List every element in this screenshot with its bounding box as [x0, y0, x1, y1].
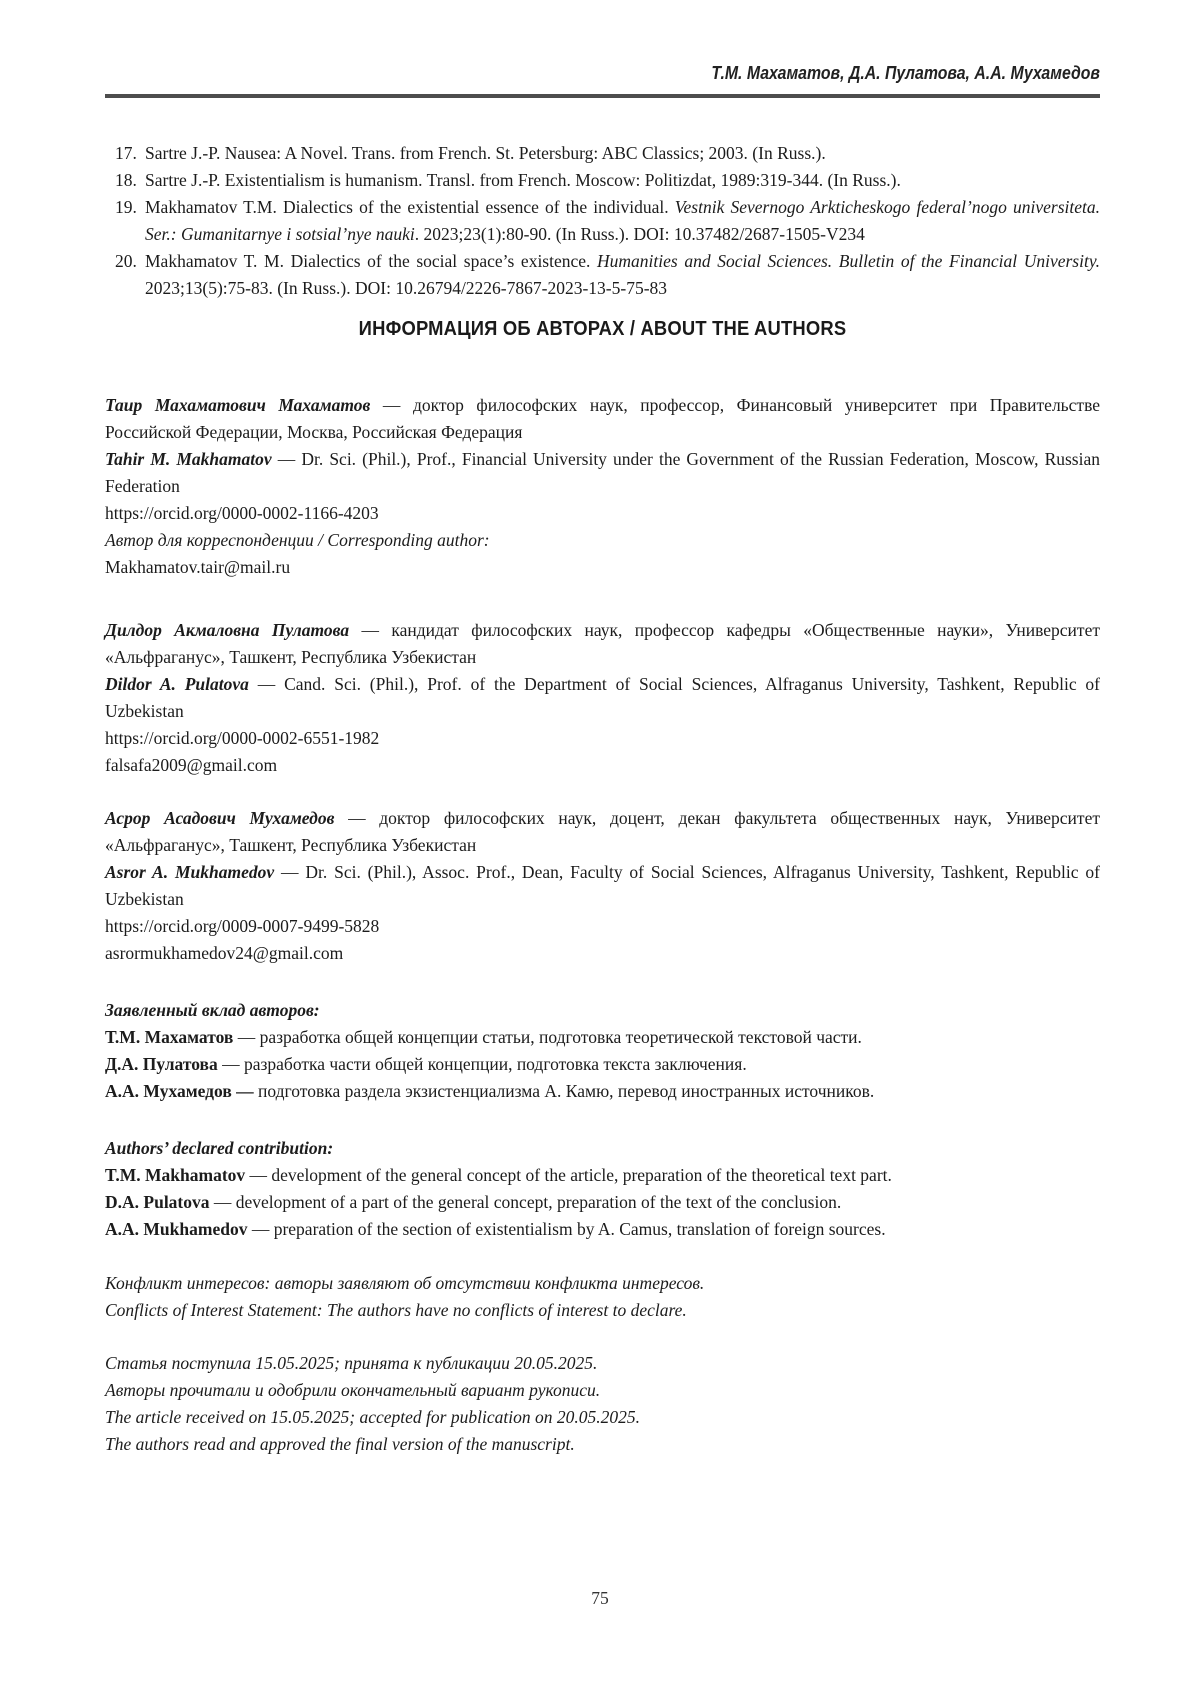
reference-tail: 2023;13(5):75-83. (In Russ.). DOI: 10.26794/2226-7867-2023-13-5-75-83: [145, 278, 668, 298]
author-name-en: Asror A. Mukhamedov: [105, 862, 275, 882]
author-ru-paragraph: [105, 805, 1100, 859]
contribution-section-ru: [105, 997, 1100, 1105]
contributor-name: A.A. Mukhamedov: [105, 1219, 248, 1239]
conflicts-section: [105, 1270, 1100, 1324]
reference-number: 20.: [115, 251, 137, 271]
author-orcid: https://orcid.org/0009-0007-9499-5828: [105, 916, 380, 936]
contribution-item: [105, 1216, 1100, 1243]
author-block-makhamatov: [105, 392, 1100, 581]
author-name-ru: Асрор Асадович Мухамедов: [105, 808, 335, 828]
reference-item-18: [105, 167, 1100, 194]
references-list: [105, 140, 1100, 302]
reference-item-20: [105, 248, 1100, 302]
author-block-mukhamedov: [105, 805, 1100, 967]
reference-number: 19.: [115, 197, 137, 217]
author-affiliation-en: — Dr. Sci. (Phil.), Prof., Financial University under the Government of the Russian Federation, Moscow, Russian Federation: [105, 449, 1100, 496]
running-head: Т.М. Махаматов, Д.А. Пулатова, А.А. Мухамедов: [711, 63, 1100, 83]
reference-text: Makhamatov T.M. Dialectics of the existential essence of the individual.: [145, 197, 675, 217]
author-en-paragraph: [105, 446, 1100, 500]
page-header: [105, 62, 1100, 98]
reference-item-19: [105, 194, 1100, 248]
author-name-ru: Дилдор Акмаловна Пулатова: [105, 620, 350, 640]
contribution-text: — development of the general concept of the article, preparation of the theoretical text part.: [245, 1165, 892, 1185]
contributor-name: T.M. Makhamatov: [105, 1165, 246, 1185]
author-orcid: https://orcid.org/0000-0002-6551-1982: [105, 728, 380, 748]
reference-text: Makhamatov T. M. Dialectics of the social space’s existence.: [145, 251, 598, 271]
contribution-item: [105, 1078, 1100, 1105]
conflicts-statement-ru: Конфликт интересов: авторы заявляют об отсутствии конфликта интересов.: [105, 1273, 705, 1293]
contribution-text: — разработка части общей концепции, подготовка текста заключения.: [217, 1054, 747, 1074]
section-heading-about-authors: ИНФОРМАЦИЯ ОБ АВТОРАХ / ABOUT THE AUTHORS: [358, 318, 847, 340]
author-affiliation-ru: — доктор философских наук, доцент, декан факультета общественных наук, Университет «Альфраганус», Ташкент, Республика Узбекистан: [105, 808, 1100, 855]
author-name-ru: Таир Махаматович Махаматов: [105, 395, 371, 415]
page-footer: [0, 1588, 1200, 1609]
author-affiliation-en: — Dr. Sci. (Phil.), Assoc. Prof., Dean, Faculty of Social Sciences, Alfraganus University, Tashkent, Republic of Uzbekistan: [105, 862, 1100, 909]
reference-source-italic: Humanities and Social Sciences. Bulletin of the Financial University.: [597, 251, 1101, 271]
author-ru-paragraph: [105, 392, 1100, 446]
header-rule: [105, 94, 1100, 98]
received-date-ru: Статья поступила 15.05.2025; принята к публикации 20.05.2025.: [105, 1353, 598, 1373]
received-date-en: The article received on 15.05.2025; accepted for publication on 20.05.2025.: [105, 1407, 640, 1427]
author-affiliation-en: — Cand. Sci. (Phil.), Prof. of the Department of Social Sciences, Alfraganus University, Tashkent, Republic of Uzbekistan: [105, 674, 1100, 721]
contribution-item: [105, 1024, 1100, 1051]
page-number: 75: [591, 1588, 609, 1608]
author-email: Makhamatov.tair@mail.ru: [105, 557, 291, 577]
conflicts-statement-en: Conflicts of Interest Statement: The authors have no conflicts of interest to declare.: [105, 1300, 687, 1320]
author-email: falsafa2009@gmail.com: [105, 755, 278, 775]
author-email: asrormukhamedov24@gmail.com: [105, 943, 344, 963]
author-en-paragraph: [105, 671, 1100, 725]
contribution-item: [105, 1051, 1100, 1078]
contribution-heading-ru: Заявленный вклад авторов:: [105, 1000, 320, 1020]
author-name-en: Tahir M. Makhamatov: [105, 449, 272, 469]
approval-note-en: The authors read and approved the final version of the manuscript.: [105, 1434, 575, 1454]
contribution-item: [105, 1162, 1100, 1189]
contribution-section-en: [105, 1135, 1100, 1243]
corresponding-author-label: Автор для корреспонденции / Corresponding author:: [105, 530, 490, 550]
contribution-text: подготовка раздела экзистенциализма А. Камю, перевод иностранных источников.: [253, 1081, 875, 1101]
contribution-heading-en: Authors’ declared contribution:: [105, 1138, 334, 1158]
reference-text: Sartre J.-P. Nausea: A Novel. Trans. from French. St. Petersburg: ABC Classics; 2003. (In Russ.).: [145, 143, 826, 163]
contribution-item: [105, 1189, 1100, 1216]
contributor-name: Д.А. Пулатова: [105, 1054, 218, 1074]
contributor-name: D.A. Pulatova: [105, 1192, 210, 1212]
contribution-text: — preparation of the section of existentialism by A. Camus, translation of foreign sources.: [247, 1219, 886, 1239]
reference-item-17: [105, 140, 1100, 167]
contribution-text: — разработка общей концепции статьи, подготовка теоретической текстовой части.: [233, 1027, 862, 1047]
contribution-text: — development of a part of the general concept, preparation of the text of the conclusion.: [209, 1192, 842, 1212]
reference-source-italic: Vestnik Severnogo Arkticheskogo federal’nogo universiteta. Ser.: Gumanitarnye i sotsial’nye nauki: [145, 197, 1100, 244]
author-affiliation-ru: — доктор философских наук, профессор, Финансовый университет при Правительстве Российской Федерации, Москва, Российская Федерация: [105, 395, 1101, 442]
author-orcid: https://orcid.org/0000-0002-1166-4203: [105, 503, 379, 523]
author-en-paragraph: [105, 859, 1100, 913]
reference-tail: . 2023;23(1):80-90. (In Russ.). DOI: 10.37482/2687-1505-V234: [414, 224, 865, 244]
reference-number: 17.: [115, 143, 137, 163]
approval-note-ru: Авторы прочитали и одобрили окончательный вариант рукописи.: [105, 1380, 601, 1400]
author-name-en: Dildor A. Pulatova: [105, 674, 249, 694]
author-block-pulatova: [105, 617, 1100, 779]
contributor-name: А.А. Мухамедов —: [105, 1081, 254, 1101]
reference-number: 18.: [115, 170, 137, 190]
reference-text: Sartre J.-P. Existentialism is humanism. Transl. from French. Moscow: Politizdat, 1989:319-344. (In Russ.).: [145, 170, 901, 190]
author-affiliation-ru: — кандидат философских наук, профессор кафедры «Общественные науки», Университет «Альфраганус», Ташкент, Республика Узбекистан: [105, 620, 1100, 667]
contributor-name: Т.М. Махаматов: [105, 1027, 234, 1047]
dates-section: [105, 1350, 1100, 1458]
author-ru-paragraph: [105, 617, 1100, 671]
